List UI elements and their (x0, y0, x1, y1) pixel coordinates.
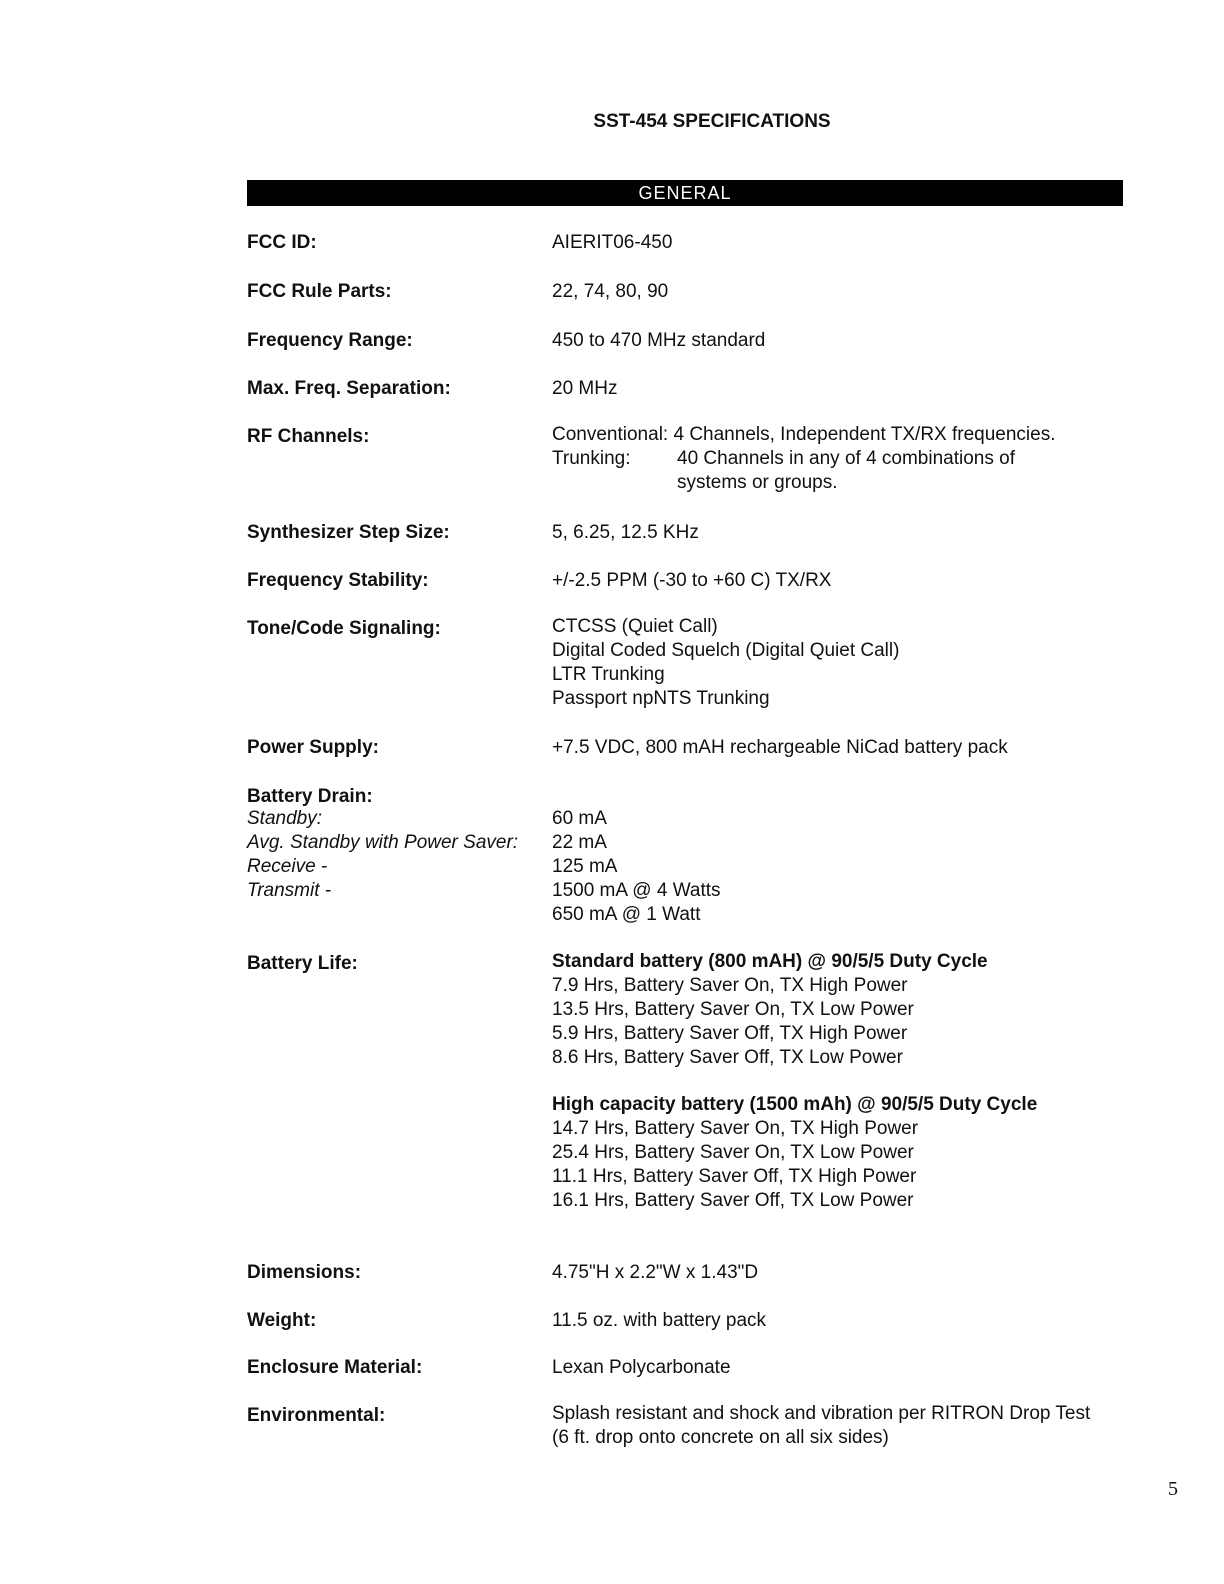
battery-life-high-2: 25.4 Hrs, Battery Saver On, TX Low Power (552, 1142, 914, 1163)
battery-drain-sub-standby: Standby: (247, 808, 322, 829)
battery-drain-sub-transmit: Transmit - (247, 880, 332, 901)
rf-channels-trunking-value-1: 40 Channels in any of 4 combinations of (677, 448, 1015, 469)
conventional-label: Conventional: (552, 424, 669, 445)
tone-code-value-1: CTCSS (Quiet Call) (552, 616, 718, 637)
rf-channels-trunking-label: Trunking: (552, 448, 631, 469)
section-header-bar (247, 180, 1123, 206)
synth-step-label: Synthesizer Step Size: (247, 522, 450, 543)
dimensions-value: 4.75"H x 2.2"W x 1.43"D (552, 1262, 759, 1283)
battery-life-standard-2: 13.5 Hrs, Battery Saver On, TX Low Power (552, 999, 914, 1020)
fcc-id-label: FCC ID: (247, 232, 317, 253)
environmental-label: Environmental: (247, 1405, 386, 1426)
battery-life-standard-4: 8.6 Hrs, Battery Saver Off, TX Low Power (552, 1047, 903, 1068)
environmental-value-2: (6 ft. drop onto concrete on all six sides) (552, 1427, 889, 1448)
battery-life-high-4: 16.1 Hrs, Battery Saver Off, TX Low Power (552, 1190, 914, 1211)
rf-channels-label: RF Channels: (247, 426, 370, 447)
rf-channels-trunking-value-2: systems or groups. (677, 472, 838, 493)
tone-code-label: Tone/Code Signaling: (247, 618, 441, 639)
battery-drain-value-3: 125 mA (552, 856, 618, 877)
enclosure-value: Lexan Polycarbonate (552, 1357, 731, 1378)
fcc-rule-parts-label: FCC Rule Parts: (247, 281, 392, 302)
battery-life-high-heading: High capacity battery (1500 mAh) @ 90/5/5 Duty Cycle (552, 1094, 1038, 1115)
environmental-value-1: Splash resistant and shock and vibration per RITRON Drop Test (552, 1403, 1091, 1424)
battery-life-label: Battery Life: (247, 953, 358, 974)
power-supply-label: Power Supply: (247, 737, 379, 758)
section-header-label: GENERAL (638, 183, 732, 203)
battery-drain-sub-avg-standby: Avg. Standby with Power Saver: (247, 832, 519, 853)
max-freq-separation-label: Max. Freq. Separation: (247, 378, 451, 399)
battery-drain-value-4: 1500 mA @ 4 Watts (552, 880, 721, 901)
conventional-value: 4 Channels, Independent TX/RX frequencies. (673, 424, 1056, 445)
tone-code-value-4: Passport npNTS Trunking (552, 688, 770, 709)
freq-stability-label: Frequency Stability: (247, 570, 429, 591)
freq-stability-value: +/-2.5 PPM (-30 to +60 C) TX/RX (552, 570, 832, 591)
page-number: 5 (1168, 1478, 1178, 1500)
tone-code-value-3: LTR Trunking (552, 664, 665, 685)
battery-life-standard-3: 5.9 Hrs, Battery Saver Off, TX High Power (552, 1023, 908, 1044)
enclosure-label: Enclosure Material: (247, 1357, 423, 1378)
frequency-range-value: 450 to 470 MHz standard (552, 330, 766, 351)
max-freq-separation-value: 20 MHz (552, 378, 618, 399)
battery-life-high-3: 11.1 Hrs, Battery Saver Off, TX High Power (552, 1166, 917, 1187)
weight-label: Weight: (247, 1310, 317, 1331)
battery-drain-value-5: 650 mA @ 1 Watt (552, 904, 701, 925)
fcc-rule-parts-value: 22, 74, 80, 90 (552, 281, 669, 302)
battery-drain-sub-receive: Receive - (247, 856, 328, 877)
frequency-range-label: Frequency Range: (247, 330, 413, 351)
power-supply-value: +7.5 VDC, 800 mAH rechargeable NiCad battery pack (552, 737, 1008, 758)
fcc-id-value: AIERIT06-450 (552, 232, 673, 253)
battery-drain-label: Battery Drain: (247, 786, 373, 807)
battery-drain-value-2: 22 mA (552, 832, 607, 853)
synth-step-value: 5, 6.25, 12.5 KHz (552, 522, 699, 543)
rf-channels-conventional (552, 423, 1056, 447)
battery-life-high-1: 14.7 Hrs, Battery Saver On, TX High Power (552, 1118, 919, 1139)
battery-life-standard-1: 7.9 Hrs, Battery Saver On, TX High Power (552, 975, 908, 996)
page-title: SST-454 SPECIFICATIONS (593, 111, 831, 132)
battery-drain-value-1: 60 mA (552, 808, 607, 829)
dimensions-label: Dimensions: (247, 1262, 362, 1283)
tone-code-value-2: Digital Coded Squelch (Digital Quiet Call) (552, 640, 900, 661)
battery-life-standard-heading: Standard battery (800 mAH) @ 90/5/5 Duty Cycle (552, 951, 988, 972)
weight-value: 11.5 oz. with battery pack (552, 1310, 767, 1331)
